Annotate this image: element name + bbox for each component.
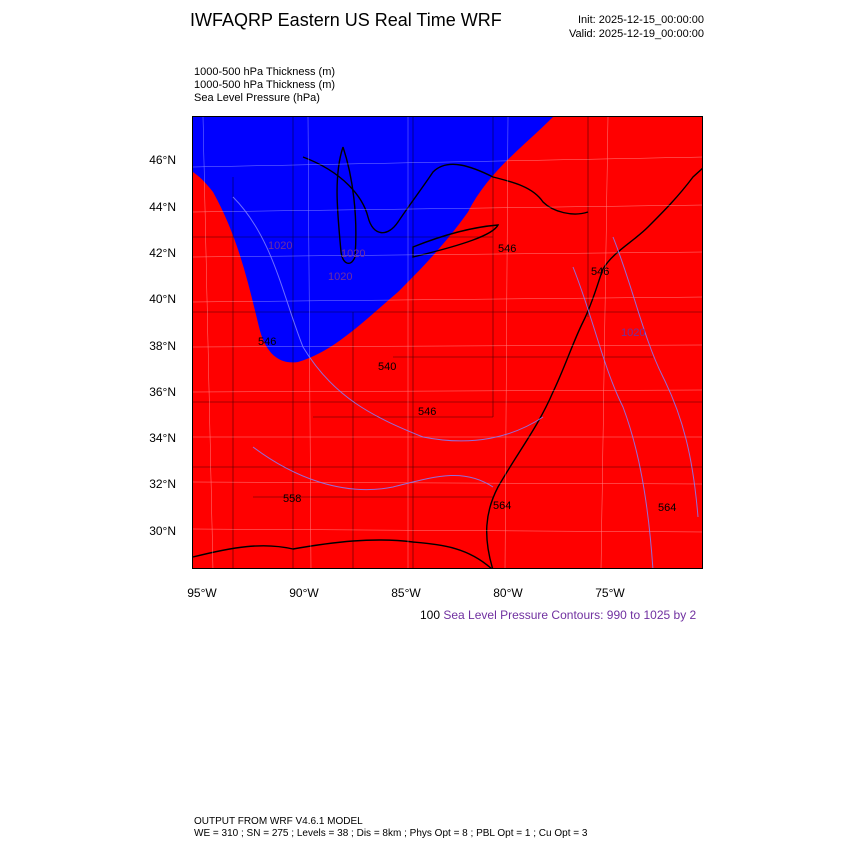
plot-title: IWFAQRP Eastern US Real Time WRF (190, 10, 502, 30)
lat-label: 40°N (149, 292, 176, 306)
valid-time: Valid: 2025-12-19_00:00:00 (569, 28, 704, 40)
lon-label: 75°W (595, 586, 625, 600)
contour-label: 546 (258, 336, 277, 348)
lon-label: 95°W (187, 586, 217, 600)
contour-label: 546 (418, 406, 437, 418)
contour-label: 564 (493, 500, 512, 512)
lat-label: 34°N (149, 431, 176, 445)
field-label-2: 1000-500 hPa Thickness (m) (194, 79, 336, 91)
lat-label: 44°N (149, 200, 176, 214)
contour-label: 1020 (621, 327, 646, 339)
lat-label: 36°N (149, 385, 176, 399)
contour-label: 1020 (341, 248, 366, 260)
lat-label: 30°N (149, 524, 176, 538)
lat-label: 46°N (149, 153, 176, 167)
field-label-1: 1000-500 hPa Thickness (m) (194, 66, 336, 78)
model-info: OUTPUT FROM WRF V4.6.1 MODEL (194, 816, 363, 827)
contour-label: 546 (591, 266, 610, 278)
contour-label: 564 (658, 502, 677, 514)
lat-label: 38°N (149, 339, 176, 353)
model-parameters: WE = 310 ; SN = 275 ; Levels = 38 ; Dis = 8km ; Phys Opt = 8 ; PBL Opt = 1 ; Cu Opt = 3 (194, 828, 588, 839)
contour-label: 540 (378, 361, 397, 373)
contour-label: 1020 (268, 240, 293, 252)
lat-label: 42°N (149, 246, 176, 260)
contour-description: Sea Level Pressure Contours: 990 to 1025 by 2 (443, 608, 697, 622)
contour-label: 558 (283, 493, 302, 505)
weather-map (192, 116, 703, 569)
contour-label: 546 (498, 243, 517, 255)
lon-label: 90°W (289, 586, 319, 600)
contour-note (420, 608, 696, 622)
contour-prefix: 100 (420, 608, 441, 622)
field-label-3: Sea Level Pressure (hPa) (194, 92, 320, 104)
contour-label: 1020 (328, 271, 353, 283)
lon-label: 80°W (493, 586, 523, 600)
lon-label: 85°W (391, 586, 421, 600)
lat-label: 32°N (149, 477, 176, 491)
init-time: Init: 2025-12-15_00:00:00 (578, 14, 704, 26)
